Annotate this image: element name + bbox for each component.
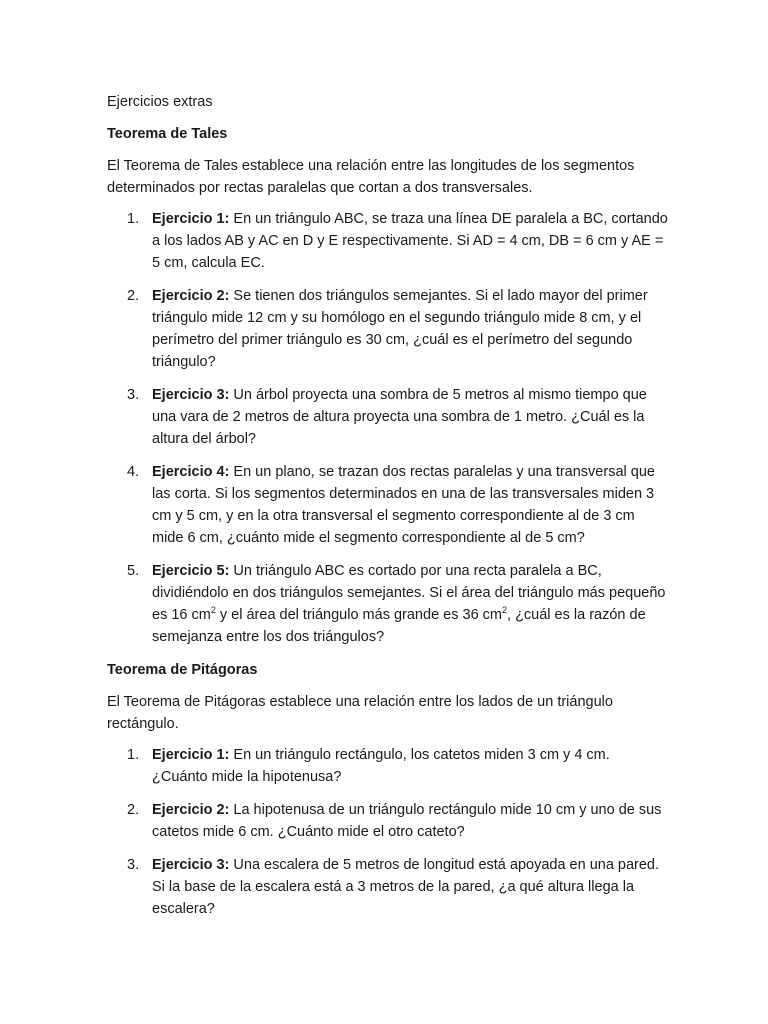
list-item xyxy=(107,854,668,920)
exercise-list-tales xyxy=(107,208,668,648)
list-item xyxy=(107,744,668,788)
list-item xyxy=(107,461,668,549)
exercise-text-part: Un triángulo ABC es cortado por una recta paralela a BC, dividiéndolo en dos triángulos semejantes. Si el área del triángulo más pequeño es 16 cm xyxy=(152,563,666,623)
section-intro-pitagoras: El Teorema de Pitágoras establece una relación entre los lados de un triángulo rectángulo. xyxy=(107,694,613,732)
exercise-text: En un plano, se trazan dos rectas paralelas y una transversal que las corta. Si los segmentos determinados en una de las transversales miden 3 cm y 5 cm, y en la otra transversal el segmento correspondiente al de 3 cm mide 6 cm, ¿cuánto mide el segmento correspondiente al de 5 cm? xyxy=(152,464,655,546)
exercise-text: En un triángulo ABC, se traza una línea DE paralela a BC, cortando a los lados AB y AC en D y E respectivamente. Si AD = 4 cm, DB = 6 cm y AE = 5 cm, calcula EC. xyxy=(152,211,668,271)
list-number: 4. xyxy=(127,464,140,480)
list-item xyxy=(107,384,668,450)
section-intro-tales: El Teorema de Tales establece una relación entre las longitudes de los segmentos determinados por rectas paralelas que cortan a dos transversales. xyxy=(107,158,635,196)
exercise-text-part: y el área del triángulo más grande es 36 cm xyxy=(215,607,502,623)
exercise-label: Ejercicio 1: xyxy=(152,211,230,227)
list-number: 3. xyxy=(127,857,140,873)
exercise-label: Ejercicio 3: xyxy=(152,387,230,403)
list-item xyxy=(107,799,668,843)
section-title-tales: Teorema de Tales xyxy=(107,126,228,142)
list-number: 1. xyxy=(127,211,140,227)
list-number: 3. xyxy=(127,387,140,403)
exercise-list-pitagoras xyxy=(107,744,668,920)
list-item xyxy=(107,560,668,648)
list-number: 5. xyxy=(127,563,140,579)
superscript-exponent: 2 xyxy=(210,605,216,616)
list-item xyxy=(107,285,668,373)
superscript-exponent: 2 xyxy=(502,605,508,616)
exercise-label: Ejercicio 1: xyxy=(152,747,230,763)
exercise-label: Ejercicio 2: xyxy=(152,802,230,818)
section-title-pitagoras: Teorema de Pitágoras xyxy=(107,662,258,678)
exercise-label: Ejercicio 5: xyxy=(152,563,230,579)
exercise-text: Se tienen dos triángulos semejantes. Si el lado mayor del primer triángulo mide 12 cm y su homólogo en el segundo triángulo mide 8 cm, y el perímetro del primer triángulo es 30 cm, ¿cuál es el perímetro del segundo triángulo? xyxy=(152,288,648,370)
exercise-text: La hipotenusa de un triángulo rectángulo mide 10 cm y uno de sus catetos mide 6 cm. ¿Cuánto mide el otro cateto? xyxy=(152,802,662,840)
exercise-label: Ejercicio 2: xyxy=(152,288,230,304)
exercise-text: En un triángulo rectángulo, los catetos miden 3 cm y 4 cm. ¿Cuánto mide la hipotenusa? xyxy=(152,747,610,785)
list-number: 2. xyxy=(127,288,140,304)
list-item xyxy=(107,208,668,274)
list-number: 2. xyxy=(127,802,140,818)
exercise-text: Un árbol proyecta una sombra de 5 metros al mismo tiempo que una vara de 2 metros de altura proyecta una sombra de 1 metro. ¿Cuál es la altura del árbol? xyxy=(152,387,647,447)
list-number: 1. xyxy=(127,747,140,763)
document-heading: Ejercicios extras xyxy=(107,94,213,110)
exercise-text: Una escalera de 5 metros de longitud está apoyada en una pared. Si la base de la escalera está a 3 metros de la pared, ¿a qué altura llega la escalera? xyxy=(152,857,660,917)
exercise-label: Ejercicio 4: xyxy=(152,464,230,480)
exercise-text-part: , ¿cuál es la razón de semejanza entre los dos triángulos? xyxy=(152,607,646,645)
exercise-label: Ejercicio 3: xyxy=(152,857,230,873)
